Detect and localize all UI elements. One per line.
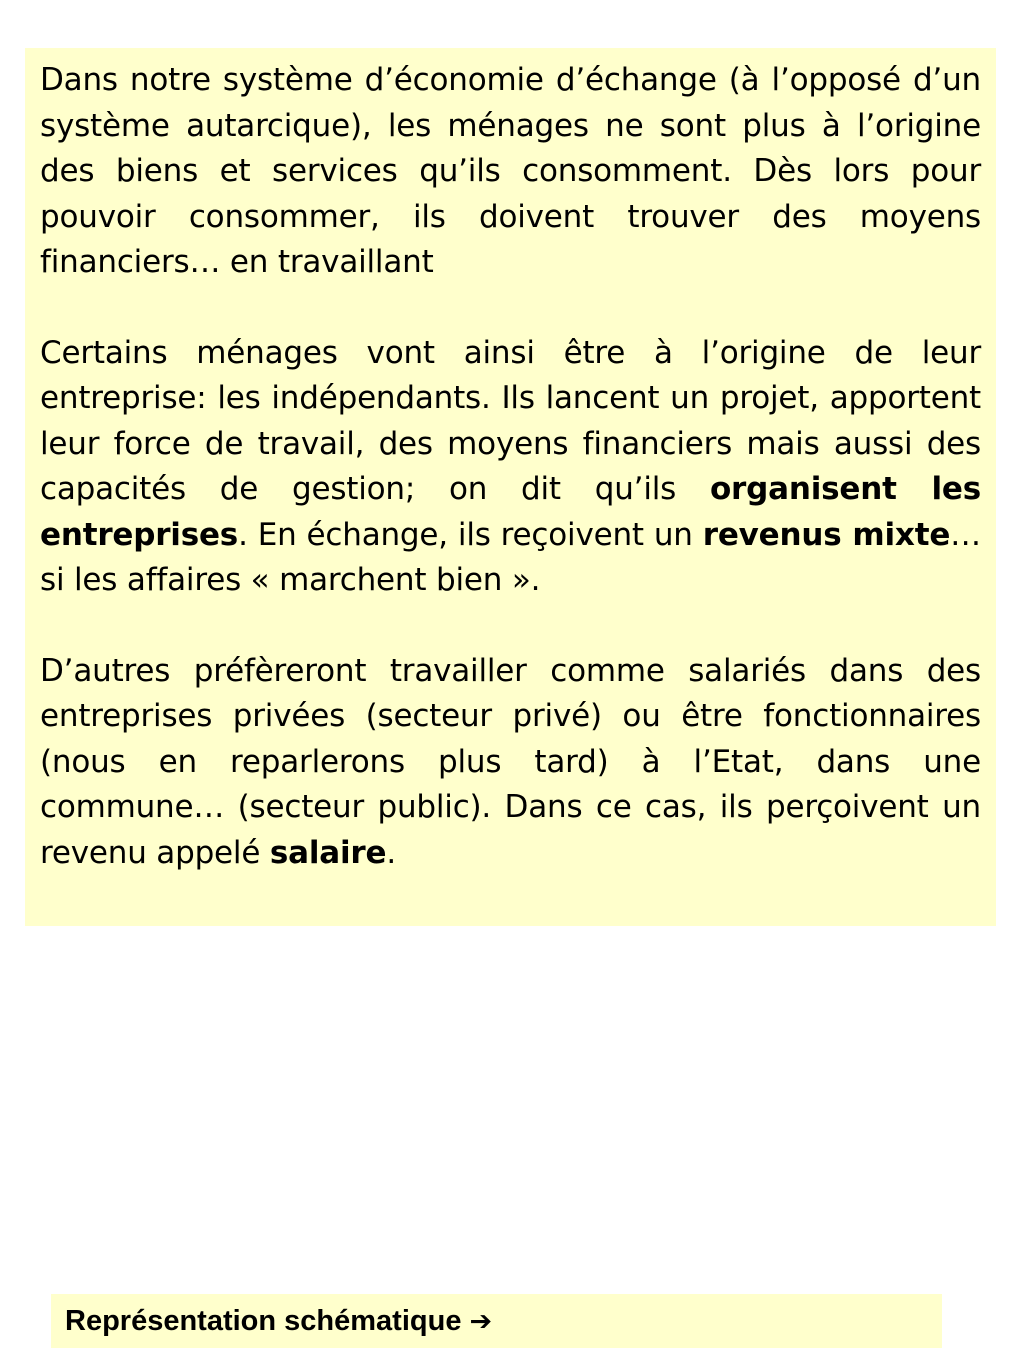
- paragraph-text: Certains ménages vont ainsi être à l’origine de leur entreprise: les indépendants. Ils lancent un projet, apportent leur force de travail, des moyens financiers mais aussi des capacités de gestion; on dit qu’ils: [40, 334, 981, 507]
- paragraph-text: D’autres préfèreront travailler comme salariés dans des entreprises privées (secteur privé) ou être fonctionnaires (nous en reparlerons plus tard) à l’Etat, dans une commune… (secteur public). Dans ce cas, ils perçoivent un revenu appelé: [40, 652, 981, 871]
- paragraph-text: … si les affaires « marchent bien ».: [40, 516, 981, 598]
- bold-term-salaire: salaire: [269, 834, 387, 871]
- paragraph-salaries: [40, 649, 981, 877]
- paragraph-independents: [40, 331, 981, 604]
- paragraph-text: . En échange, ils reçoivent un: [238, 516, 703, 553]
- text-panel: [25, 48, 996, 926]
- bold-term-organisent: organisent les entreprises: [40, 471, 981, 553]
- paragraph-text: Dans notre système d’économie d’échange (à l’opposé d’un système autarcique), les ménages ne sont plus à l’origine des biens et services qu’ils consomment. Dès lors pour pouvoir consommer, ils doivent trouver des moyens financiers… en travaillant: [40, 62, 981, 280]
- schema-link[interactable]: [51, 1294, 942, 1348]
- paragraph-exchange-economy: [40, 58, 981, 286]
- paragraph-text: .: [386, 834, 396, 871]
- right-arrow-icon: ➔: [469, 1306, 493, 1337]
- bold-term-revenus-mixte: revenus mixte: [702, 516, 951, 553]
- schema-label: Représentation schématique: [65, 1305, 462, 1337]
